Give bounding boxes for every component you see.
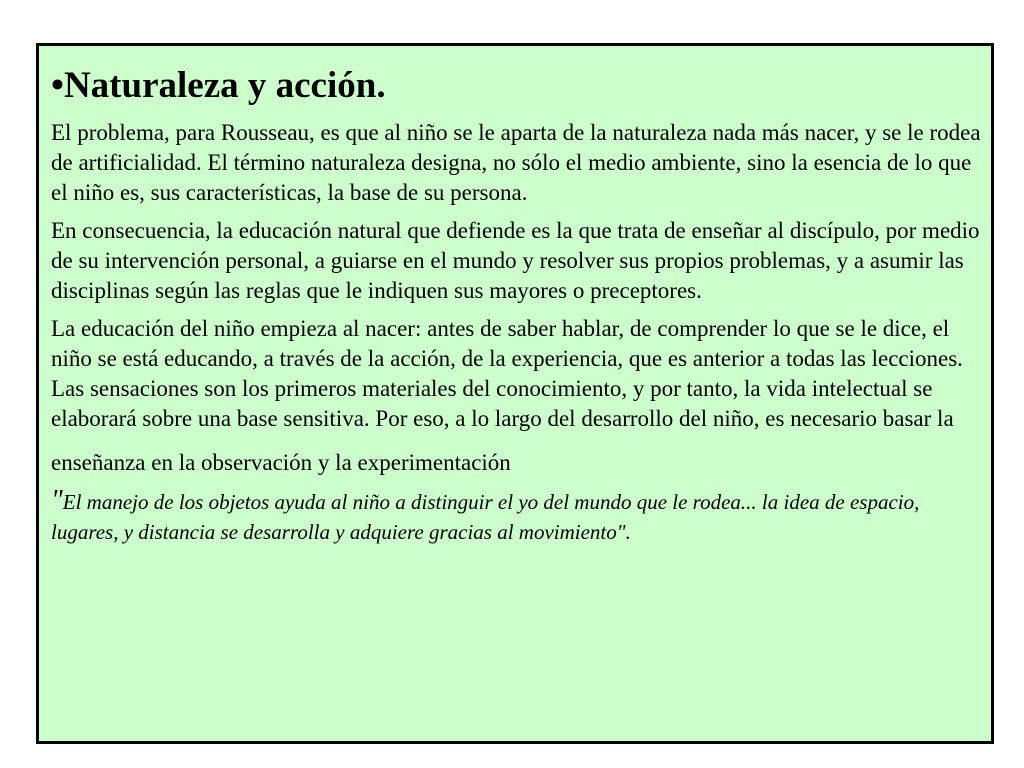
quote-text: El manejo de los objetos ayuda al niño a distinguir el yo del mundo que le rodea... la idea de espacio, lugares, y distancia se desarrolla y adquiere gracias al movimiento". — [51, 490, 920, 544]
paragraph-education-from-birth: La educación del niño empieza al nacer: antes de saber hablar, de comprender lo que se le dice, el niño se está educando, a través de la acción, de la experiencia, que es anterior a todas las lecciones. Las sensaciones son los primeros materiales del conocimiento, y por tanto, la vida intelectual se elaborará sobre una base sensitiva. Por eso, a lo largo del desarrollo del niño, es necesario basar la — [51, 316, 963, 431]
rousseau-quote — [51, 486, 991, 547]
slide-content — [51, 66, 991, 547]
quote-mark: " — [51, 485, 63, 516]
slide-panel — [36, 43, 994, 744]
paragraph-observation: enseñanza en la observación y la experimentación — [51, 450, 511, 475]
slide-title: •Naturaleza y acción. — [51, 65, 386, 106]
paragraph-nature-problem: El problema, para Rousseau, es que al niño se le aparta de la naturaleza nada más nacer, y se le rodea de artificialidad. El término naturaleza designa, no sólo el medio ambiente, sino la esencia de lo que el niño es, sus características, la base de su persona. — [51, 120, 981, 205]
paragraph-natural-education: En consecuencia, la educación natural que defiende es la que trata de enseñar al discípulo, por medio de su intervención personal, a guiarse en el mundo y resolver sus propios problemas, y a asumir las disciplinas según las reglas que le indiquen sus mayores o preceptores. — [51, 218, 980, 303]
